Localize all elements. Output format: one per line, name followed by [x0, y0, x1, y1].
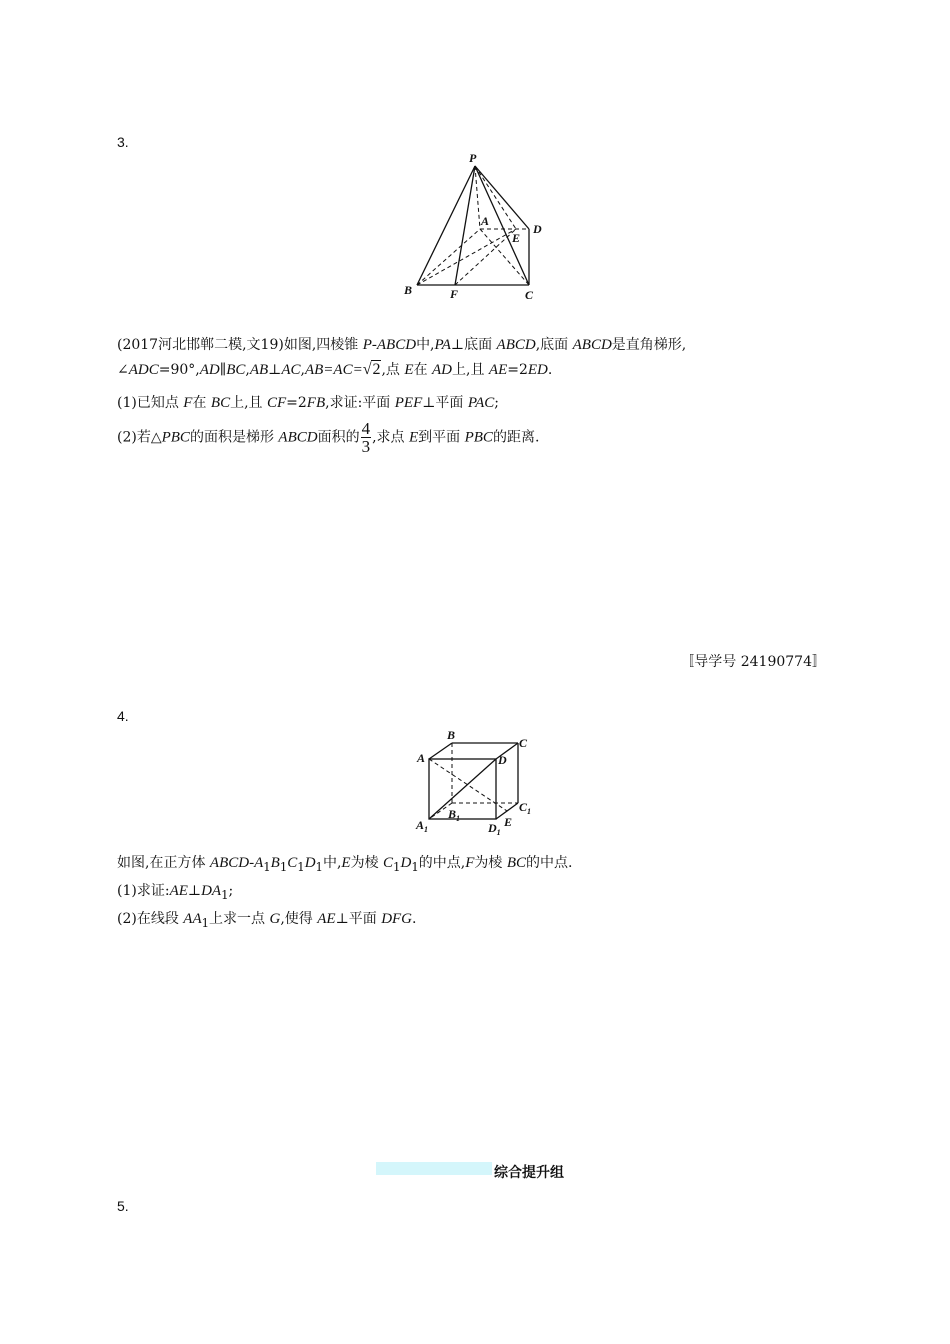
- label-A: A: [481, 214, 490, 228]
- label-B1: $B_1$: [448, 807, 461, 823]
- edge-PB: [417, 166, 475, 285]
- edge-AB: [417, 229, 480, 285]
- label-E: E: [512, 231, 521, 245]
- problem-3-number: 3.: [117, 134, 129, 150]
- label-C: C: [525, 288, 534, 302]
- problem-3-line-1: (2017河北邯郸二模,文19)如图,四棱锥 P-ABCD中,PA⊥底面 ABCD,底面 ABCD是直角梯形,: [117, 337, 687, 353]
- edge-EF: [455, 229, 516, 285]
- edge-AC: [480, 229, 529, 285]
- problem-3-part-1: (1)已知点 F在 BC上,且 CF=2FB,求证:平面 PEF⊥平面 PAC;: [117, 395, 499, 411]
- problem-4-number: 4.: [117, 708, 129, 724]
- reference-number: 〚导学号 24190774〛: [680, 654, 826, 670]
- label-E: E: [504, 815, 513, 829]
- label-D: D: [533, 222, 542, 236]
- label-A1: $A_1$: [416, 818, 429, 834]
- label-B: B: [404, 283, 413, 297]
- sqrt-2: √2: [362, 361, 381, 378]
- edge-BE: [417, 229, 516, 285]
- problem-4-part-2: (2)在线段 $AA_1$上求一点 G,使得 AE⊥平面 DFG.: [117, 911, 417, 930]
- section-title: 综合提升组: [494, 1165, 564, 1181]
- label-B: B: [447, 728, 456, 742]
- problem-3-part-2: (2)若△PBC的面积是梯形 ABCD面积的 $\frac{4}{3}$ ,求点 E到平面 PBC的距离.: [117, 419, 540, 456]
- label-C: C: [519, 736, 528, 750]
- pyramid-figure: [398, 150, 548, 302]
- label-P: P: [469, 151, 477, 165]
- label-D1: $D_1$: [488, 821, 501, 836]
- problem-3-line-2: ∠ADC=90°,AD∥BC,AB⊥AC,AB=AC=√2,点 E在 AD上,且 AE=2ED.: [117, 361, 553, 378]
- label-A: A: [417, 751, 426, 765]
- cube-figure: [412, 726, 542, 836]
- problem-4-part-1: (1)求证$:AE\perp DA_1$;: [117, 883, 234, 902]
- label-F: F: [450, 287, 459, 301]
- label-D: D: [498, 753, 507, 767]
- edge-PF: [455, 166, 475, 285]
- section-banner: [376, 1162, 492, 1175]
- problem-4-line-1: 如图,在正方体 ABCD-$A_1B_1C_1D_1$中,E为棱 $C_1D_1$的中点,F为棱 BC的中点.: [117, 855, 573, 874]
- label-C1: $C_1$: [519, 800, 532, 816]
- diagonal-A1D: [429, 759, 496, 819]
- fraction-4-3: $\frac{4}{3}$: [361, 419, 371, 456]
- problem-5-number: 5.: [117, 1198, 129, 1214]
